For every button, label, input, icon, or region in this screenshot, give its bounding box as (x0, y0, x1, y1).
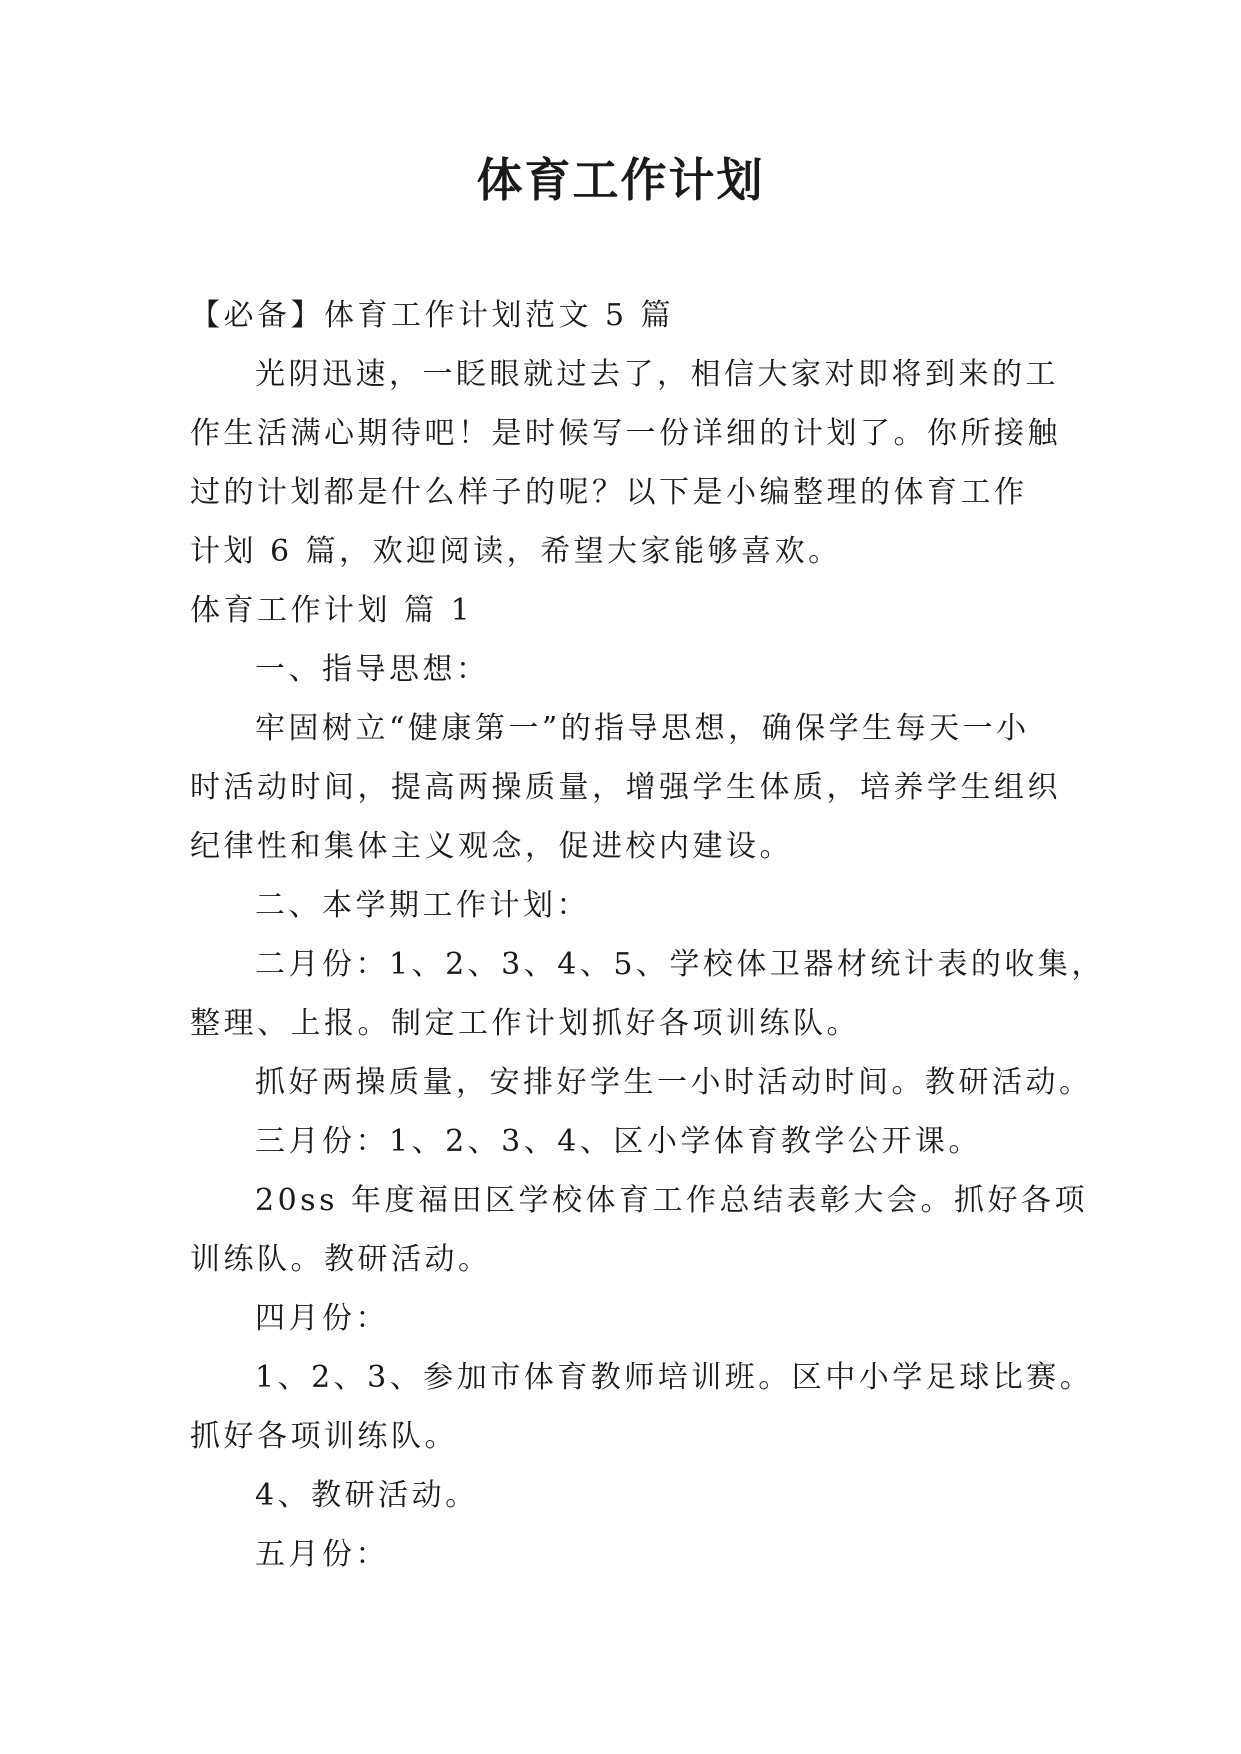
month-heading: 五月份： (255, 1537, 389, 1572)
body-line: 牢固树立“健康第一”的指导思想，确保学生每天一小 (255, 711, 1030, 746)
subsection-heading: 二、本学期工作计划： (255, 888, 590, 923)
body-line: 时活动时间，提高两操质量，增强学生体质，培养学生组织 (190, 770, 1061, 805)
intro-line: 过的计划都是什么样子的呢？以下是小编整理的体育工作 (190, 475, 1028, 510)
document-title: 体育工作计划 (476, 153, 765, 207)
body-line: 20ss 年度福田区学校体育工作总结表彰大会。抓好各项 (255, 1183, 1089, 1218)
body-line: 抓好各项训练队。 (190, 1419, 458, 1454)
subsection-heading: 一、指导思想： (255, 652, 490, 687)
body-line: 抓好两操质量，安排好学生一小时活动时间。教研活动。 (255, 1065, 1093, 1100)
intro-line: 作生活满心期待吧！是时候写一份详细的计划了。你所接触 (190, 416, 1061, 451)
intro-line: 计划 6 篇，欢迎阅读，希望大家能够喜欢。 (190, 534, 842, 569)
body-line: 纪律性和集体主义观念，促进校内建设。 (190, 829, 793, 864)
body-line: 二月份：1、2、3、4、5、学校体卫器材统计表的收集， (255, 947, 1105, 982)
month-heading: 四月份： (255, 1301, 389, 1336)
intro-line: 光阴迅速，一眨眼就过去了，相信大家对即将到来的工 (255, 357, 1059, 392)
body-line: 整理、上报。制定工作计划抓好各项训练队。 (190, 1006, 860, 1041)
body-line: 三月份：1、2、3、4、区小学体育教学公开课。 (255, 1124, 982, 1159)
body-line: 4、教研活动。 (255, 1478, 479, 1513)
body-line: 训练队。教研活动。 (190, 1242, 492, 1277)
body-line: 1、2、3、参加市体育教师培训班。区中小学足球比赛。 (255, 1360, 1094, 1395)
subtitle-line: 【必备】体育工作计划范文 5 篇 (190, 298, 675, 333)
section-heading: 体育工作计划 篇 1 (190, 593, 474, 628)
